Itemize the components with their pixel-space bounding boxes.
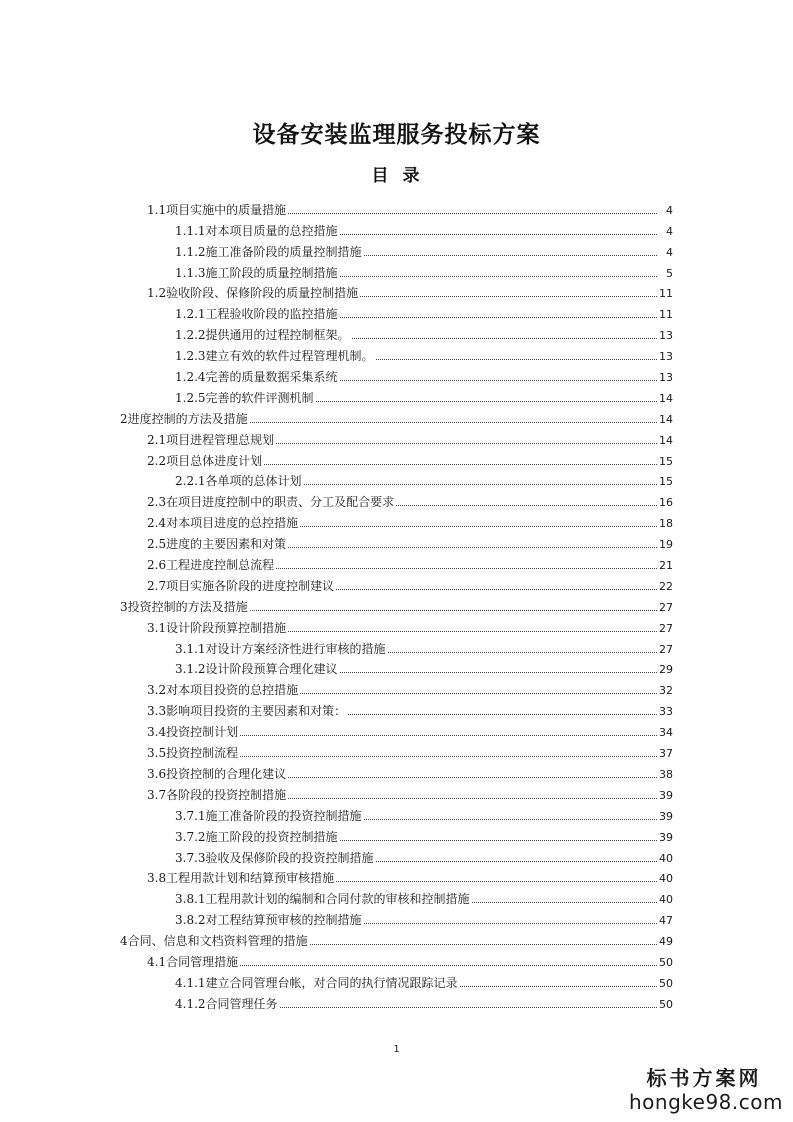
toc-entry-page: 40	[659, 893, 673, 907]
toc-entry-label: 3.3影响项目投资的主要因素和对策：	[147, 704, 347, 719]
toc-dot-leader	[340, 234, 657, 235]
toc-entry[interactable]	[0, 845, 673, 866]
toc-entry-page: 50	[659, 976, 673, 990]
toc-entry[interactable]	[0, 824, 673, 845]
toc-entry-page: 14	[659, 433, 673, 447]
toc-dot-leader	[352, 338, 657, 339]
toc-entry-label: 4.1合同管理措施	[147, 954, 239, 969]
toc-entry-page: 4	[666, 203, 673, 217]
toc-dot-leader	[396, 505, 657, 506]
toc-entry-page: 14	[659, 391, 673, 405]
toc-entry-page: 33	[659, 705, 673, 719]
document-title: 设备安装监理服务投标方案	[252, 122, 541, 148]
toc-dot-leader	[288, 631, 657, 632]
toc-entry[interactable]	[0, 322, 673, 343]
toc-entry-page: 16	[659, 496, 673, 510]
toc-entry[interactable]	[0, 866, 673, 887]
toc-entry[interactable]	[0, 364, 673, 385]
toc-entry-page: 47	[659, 914, 673, 928]
toc-entry[interactable]	[0, 385, 673, 406]
toc-entry[interactable]	[0, 510, 673, 531]
toc-entry-label: 3.7.3验收及保修阶段的投资控制措施	[175, 850, 374, 865]
toc-dot-leader	[336, 589, 657, 590]
toc-entry[interactable]	[0, 406, 673, 427]
toc-entry-page: 4	[666, 245, 673, 259]
toc-entry-label: 2.6工程进度控制总流程	[147, 558, 275, 573]
toc-entry-page: 4	[666, 224, 673, 238]
toc-dot-leader	[364, 255, 657, 256]
toc-entry-label: 3.1设计阶段预算控制措施	[147, 620, 287, 635]
toc-entry[interactable]	[0, 239, 673, 260]
toc-entry[interactable]	[0, 489, 673, 510]
toc-dot-leader	[316, 401, 657, 402]
toc-entry-label: 3.8.1工程用款计划的编制和合同付款的审核和控制措施	[175, 892, 470, 907]
toc-dot-leader	[364, 819, 657, 820]
toc-entry-label: 2.3在项目进度控制中的职责、分工及配合要求	[147, 495, 395, 510]
page-number: 1	[393, 1044, 400, 1055]
toc-entry-label: 3.1.2设计阶段预算合理化建议	[175, 662, 338, 677]
toc-entry[interactable]	[0, 886, 673, 907]
toc-dot-leader	[288, 777, 657, 778]
toc-entry-label: 4.1.2合同管理任务	[175, 996, 278, 1011]
toc-entry-label: 2进度控制的方法及措施	[120, 411, 248, 426]
toc-dot-leader	[364, 923, 657, 924]
toc-entry-page: 11	[659, 308, 673, 322]
toc-entry[interactable]	[0, 740, 673, 761]
watermark-text-cn: 标书方案网	[646, 1066, 762, 1090]
toc-dot-leader	[472, 902, 657, 903]
toc-entry-label: 2.2项目总体进度计划	[147, 453, 263, 468]
toc-entry-label: 3.7.2施工阶段的投资控制措施	[175, 829, 338, 844]
toc-dot-leader	[340, 276, 657, 277]
toc-dot-leader	[288, 547, 657, 548]
toc-entry-label: 1.2.5完善的软件评测机制	[175, 390, 314, 405]
toc-entry-page: 27	[659, 621, 673, 635]
toc-entry-page: 18	[659, 517, 673, 531]
toc-entry[interactable]	[0, 531, 673, 552]
toc-dot-leader	[336, 881, 657, 882]
toc-entry-page: 29	[659, 663, 673, 677]
toc-dot-leader	[240, 756, 657, 757]
toc-entry[interactable]	[0, 991, 673, 1012]
toc-dot-leader	[240, 735, 657, 736]
toc-entry[interactable]	[0, 343, 673, 364]
toc-entry-page: 39	[659, 809, 673, 823]
toc-dot-leader	[250, 610, 657, 611]
toc-entry[interactable]	[0, 427, 673, 448]
toc-entry-label: 1.1.3施工阶段的质量控制措施	[175, 265, 338, 280]
toc-entry[interactable]	[0, 677, 673, 698]
toc-entry-page: 15	[659, 454, 673, 468]
toc-entry[interactable]	[0, 636, 673, 657]
toc-entry[interactable]	[0, 803, 673, 824]
toc-entry-page: 21	[659, 559, 673, 573]
watermark-text-url: hongke98.com	[629, 1090, 783, 1114]
toc-dot-leader	[250, 422, 657, 423]
toc-entry-page: 13	[659, 350, 673, 364]
toc-dot-leader	[288, 213, 657, 214]
toc-entry-label: 1.2.1工程验收阶段的监控措施	[175, 307, 338, 322]
toc-entry-label: 2.1项目进程管理总规划	[147, 432, 275, 447]
toc-entry[interactable]	[0, 657, 673, 678]
toc-dot-leader	[460, 986, 657, 987]
toc-dot-leader	[300, 526, 657, 527]
toc-dot-leader	[340, 380, 657, 381]
toc-dot-leader	[340, 317, 657, 318]
toc-entry[interactable]	[0, 949, 673, 970]
toc-entry[interactable]	[0, 218, 673, 239]
toc-entry-label: 3.6投资控制的合理化建议	[147, 766, 287, 781]
toc-dot-leader	[360, 296, 657, 297]
toc-dot-leader	[288, 798, 657, 799]
toc-dot-leader	[276, 568, 657, 569]
toc-entry-page: 39	[659, 788, 673, 802]
toc-entry-page: 32	[659, 684, 673, 698]
toc-dot-leader	[310, 944, 657, 945]
toc-entry-page: 15	[659, 475, 673, 489]
toc-entry-label: 3.4投资控制计划	[147, 725, 239, 740]
toc-entry[interactable]	[0, 782, 673, 803]
toc-entry-page: 14	[659, 412, 673, 426]
toc-entry-label: 2.4对本项目进度的总控措施	[147, 516, 299, 531]
toc-entry[interactable]	[0, 615, 673, 636]
toc-heading-char-1: 目	[371, 166, 391, 186]
toc-heading	[0, 161, 793, 186]
toc-heading-char-2: 录	[402, 166, 422, 186]
toc-dot-leader	[376, 861, 657, 862]
toc-entry-page: 22	[659, 579, 673, 593]
toc-entry-label: 1.1.1对本项目质量的总控措施	[175, 223, 338, 238]
toc-dot-leader	[276, 443, 657, 444]
toc-entry-page: 19	[659, 538, 673, 552]
toc-dot-leader	[264, 464, 657, 465]
toc-entry-page: 13	[659, 371, 673, 385]
toc-entry[interactable]	[0, 761, 673, 782]
toc-entry-label: 1.1.2施工准备阶段的质量控制措施	[175, 244, 362, 259]
toc-entry-label: 3.1.1对设计方案经济性进行审核的措施	[175, 641, 386, 656]
toc-entry-page: 34	[659, 726, 673, 740]
toc-entry-page: 13	[659, 329, 673, 343]
toc-entry[interactable]	[0, 301, 673, 322]
toc-entry-label: 1.2验收阶段、保修阶段的质量控制措施	[147, 286, 359, 301]
toc-dot-leader	[388, 652, 657, 653]
toc-entry[interactable]	[0, 594, 673, 615]
toc-entry[interactable]	[0, 907, 673, 928]
toc-dot-leader	[240, 965, 657, 966]
toc-entry-page: 50	[659, 955, 673, 969]
toc-entry-page: 50	[659, 997, 673, 1011]
toc-dot-leader	[280, 1007, 657, 1008]
toc-entry[interactable]	[0, 552, 673, 573]
toc-dot-leader	[304, 484, 657, 485]
toc-entry-page: 40	[659, 851, 673, 865]
toc-entry-page: 27	[659, 600, 673, 614]
table-of-contents	[0, 197, 793, 1012]
toc-entry[interactable]	[0, 281, 673, 302]
toc-dot-leader	[348, 714, 657, 715]
toc-entry[interactable]	[0, 698, 673, 719]
toc-entry-label: 3投资控制的方法及措施	[120, 599, 248, 614]
toc-entry-page: 40	[659, 872, 673, 886]
toc-entry-label: 1.1项目实施中的质量措施	[147, 202, 287, 217]
watermark-logo	[629, 1066, 783, 1114]
toc-entry[interactable]	[0, 719, 673, 740]
toc-entry-label: 2.7项目实施各阶段的进度控制建议	[147, 578, 335, 593]
toc-entry-label: 1.2.2提供通用的过程控制框架。	[175, 328, 350, 343]
toc-entry-page: 37	[659, 747, 673, 761]
toc-entry[interactable]	[0, 928, 673, 949]
toc-entry[interactable]	[0, 573, 673, 594]
toc-entry[interactable]	[0, 448, 673, 469]
toc-dot-leader	[376, 359, 657, 360]
toc-entry-label: 4合同、信息和文档资料管理的措施	[120, 934, 308, 949]
toc-entry-page: 49	[659, 935, 673, 949]
toc-entry-page: 5	[666, 266, 673, 280]
toc-entry-label: 3.2对本项目投资的总控措施	[147, 683, 299, 698]
toc-entry-label: 1.2.4完善的质量数据采集系统	[175, 370, 338, 385]
toc-dot-leader	[300, 693, 657, 694]
toc-entry-label: 3.7.1施工准备阶段的投资控制措施	[175, 808, 362, 823]
toc-entry-label: 2.2.1各单项的总体计划	[175, 474, 302, 489]
toc-entry-label: 1.2.3建立有效的软件过程管理机制。	[175, 349, 374, 364]
toc-entry-label: 3.5投资控制流程	[147, 746, 239, 761]
toc-entry-label: 3.8.2对工程结算预审核的控制措施	[175, 913, 362, 928]
toc-entry-label: 2.5进度的主要因素和对策	[147, 537, 287, 552]
toc-entry-page: 11	[659, 287, 673, 301]
toc-entry-page: 38	[659, 767, 673, 781]
toc-dot-leader	[340, 672, 657, 673]
toc-entry[interactable]	[0, 260, 673, 281]
toc-dot-leader	[340, 840, 657, 841]
toc-entry[interactable]	[0, 970, 673, 991]
toc-entry-label: 3.8工程用款计划和结算预审核措施	[147, 871, 335, 886]
toc-entry-page: 27	[659, 642, 673, 656]
toc-entry-label: 4.1.1建立合同管理台帐，对合同的执行情况跟踪记录	[175, 975, 458, 990]
toc-entry-page: 39	[659, 830, 673, 844]
toc-entry[interactable]	[0, 469, 673, 490]
toc-entry-label: 3.7各阶段的投资控制措施	[147, 787, 287, 802]
toc-entry[interactable]	[0, 197, 673, 218]
